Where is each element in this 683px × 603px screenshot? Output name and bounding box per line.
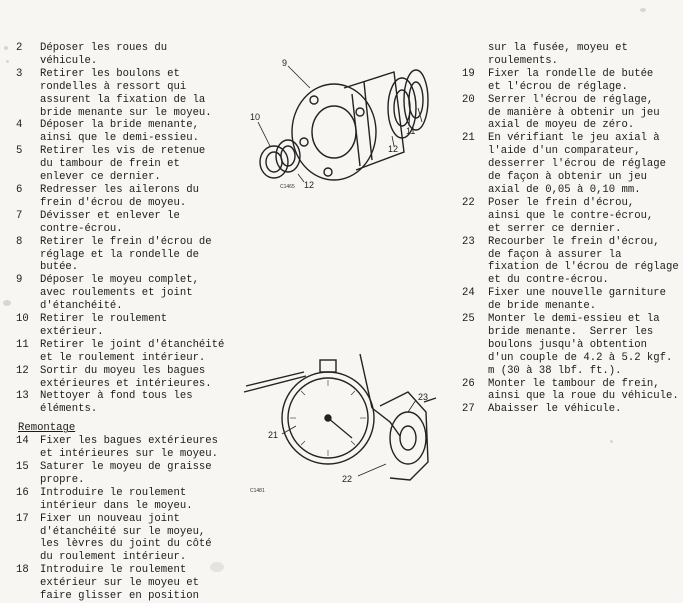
step-text: Déposer les roues du véhicule.	[40, 42, 168, 67]
hub-flange	[292, 84, 376, 180]
label-10: 10	[250, 112, 261, 122]
step-item	[2, 274, 242, 313]
step-item	[2, 513, 242, 565]
step-number: 7	[16, 209, 23, 222]
step-number: 23	[462, 235, 475, 248]
step-item	[462, 287, 682, 313]
step-text: Recourber le frein d'écrou, de façon à assurer la fixation de l'écrou de réglage et du contre-écrou.	[488, 235, 679, 287]
label-12-upper: 12	[388, 144, 399, 154]
step-number: 27	[462, 403, 475, 416]
step-item	[462, 403, 682, 416]
dismantling-steps	[2, 42, 242, 416]
step-number: 11	[16, 338, 29, 351]
step-number: 3	[16, 67, 23, 80]
hub-assembly-figure	[244, 42, 454, 194]
step-number: 25	[462, 313, 475, 326]
figure-code: C1465	[280, 184, 295, 190]
step-number: 16	[16, 486, 29, 499]
step-text: Retirer les vis de retenue du tambour de frein et enlever ce dernier.	[40, 145, 206, 184]
step-text: Fixer la rondelle de butée et l'écrou de réglage.	[488, 67, 654, 93]
step-item	[462, 378, 682, 404]
step-item	[462, 94, 682, 133]
step-item	[2, 145, 242, 184]
step-number: 5	[16, 145, 23, 158]
reassembly-steps	[2, 435, 242, 603]
step-number: 26	[462, 377, 475, 390]
step-number: 9	[16, 274, 23, 287]
scan-speck	[640, 8, 646, 12]
step-item	[462, 236, 682, 288]
step-18-continuation: sur la fusée, moyeu et roulements.	[488, 42, 628, 67]
step-number: 14	[16, 435, 29, 448]
step-text: Déposer le moyeu complet, avec roulements et joint d'étanchéité.	[40, 274, 199, 313]
step-number: 17	[16, 512, 29, 525]
dial-needle	[328, 418, 352, 438]
step-text: Serrer l'écrou de réglage, de manière à obtenir un jeu axial de moyeu de zéro.	[488, 93, 660, 132]
step-item	[2, 184, 242, 210]
step-text: Retirer les boulons et rondelles à ressort qui assurent la fixation de la bride menante sur le moyeu.	[40, 67, 212, 119]
step-text: Fixer une nouvelle garniture de bride menante.	[488, 287, 667, 313]
step-text: Monter le tambour de frein, ainsi que la roue du véhicule.	[488, 377, 679, 403]
step-item	[2, 435, 242, 461]
reassembly-steps-continued	[462, 68, 682, 416]
step-number: 2	[16, 42, 23, 54]
step-number: 18	[16, 564, 29, 577]
label-22: 22	[342, 474, 353, 484]
step-item	[2, 461, 242, 487]
hub-flange	[380, 392, 428, 480]
step-text: Redresser les ailerons du frein d'écrou de moyeu.	[40, 183, 199, 209]
step-number: 8	[16, 235, 23, 248]
label-21: 21	[268, 430, 279, 440]
step-number: 24	[462, 287, 475, 300]
step-text: Retirer le frein d'écrou de réglage et la rondelle de butée.	[40, 235, 212, 274]
step-item	[2, 365, 242, 391]
step-number: 6	[16, 183, 23, 196]
step-item	[462, 132, 682, 197]
step-number: 21	[462, 132, 475, 145]
step-text: Fixer un nouveau joint d'étanchéité sur le moyeu, les lèvres du joint du côté du roulement intérieur.	[40, 512, 212, 564]
step-item	[2, 68, 242, 120]
step-item	[2, 564, 242, 603]
figure-code: C1481	[250, 488, 265, 494]
step-item	[2, 313, 242, 339]
step-text: Nettoyer à fond tous les éléments.	[40, 390, 193, 416]
step-item	[462, 197, 682, 236]
step-item	[2, 339, 242, 365]
step-number: 12	[16, 364, 29, 377]
step-item	[2, 487, 242, 513]
step-number: 10	[16, 313, 29, 326]
step-item	[2, 236, 242, 275]
step-text: Introduire le roulement intérieur dans le moyeu.	[40, 486, 193, 512]
step-text: Déposer la bride menante, ainsi que le demi-essieu.	[40, 119, 199, 145]
step-item	[2, 210, 242, 236]
step-number: 19	[462, 67, 475, 80]
step-text: Abaisser le véhicule.	[488, 403, 622, 416]
step-text: Retirer le joint d'étanchéité et le roulement intérieur.	[40, 338, 225, 364]
reassembly-heading: Remontage	[18, 422, 76, 435]
step-item	[2, 119, 242, 145]
step-text: Monter le demi-essieu et la bride menante. Serrer les boulons jusqu'à obtention d'un couple de 4.2 à 5.2 kgf. m (30 à 38 lbf. ft.).	[488, 313, 673, 377]
step-text: Introduire le roulement extérieur sur le moyeu et faire glisser en position	[40, 564, 199, 603]
right-column	[462, 42, 682, 416]
step-number: 20	[462, 93, 475, 106]
left-column	[2, 42, 242, 603]
step-number: 22	[462, 196, 475, 209]
label-9: 9	[282, 58, 288, 68]
step-text: Sortir du moyeu les bagues extérieures et intérieures.	[40, 364, 212, 390]
step-item	[2, 390, 242, 416]
step-number: 13	[16, 390, 29, 403]
step-item	[462, 313, 682, 378]
step-text: En vérifiant le jeu axial à l'aide d'un comparateur, desserrer l'écrou de réglage de façon à obtenir un jeu axial de 0,05 à 0,10 mm.	[488, 132, 667, 196]
step-text: Retirer le roulement extérieur.	[40, 313, 168, 338]
label-12-lower: 12	[304, 180, 315, 190]
step-number: 4	[16, 119, 23, 132]
step-text: Fixer les bagues extérieures et intérieures sur le moyeu.	[40, 435, 219, 461]
label-23: 23	[418, 392, 429, 402]
step-number: 15	[16, 461, 29, 473]
step-text: Poser le frein d'écrou, ainsi que le contre-écrou, et serrer ce dernier.	[488, 196, 654, 235]
step-item	[2, 42, 242, 68]
dial-gauge-figure	[240, 352, 454, 498]
step-item	[462, 68, 682, 94]
step-text: Saturer le moyeu de graisse propre.	[40, 461, 212, 486]
hub-body	[344, 72, 404, 170]
step-text: Dévisser et enlever le contre-écrou.	[40, 209, 180, 235]
seal-ring	[260, 146, 288, 178]
label-11: 11	[406, 126, 416, 136]
scan-speck	[610, 440, 613, 443]
